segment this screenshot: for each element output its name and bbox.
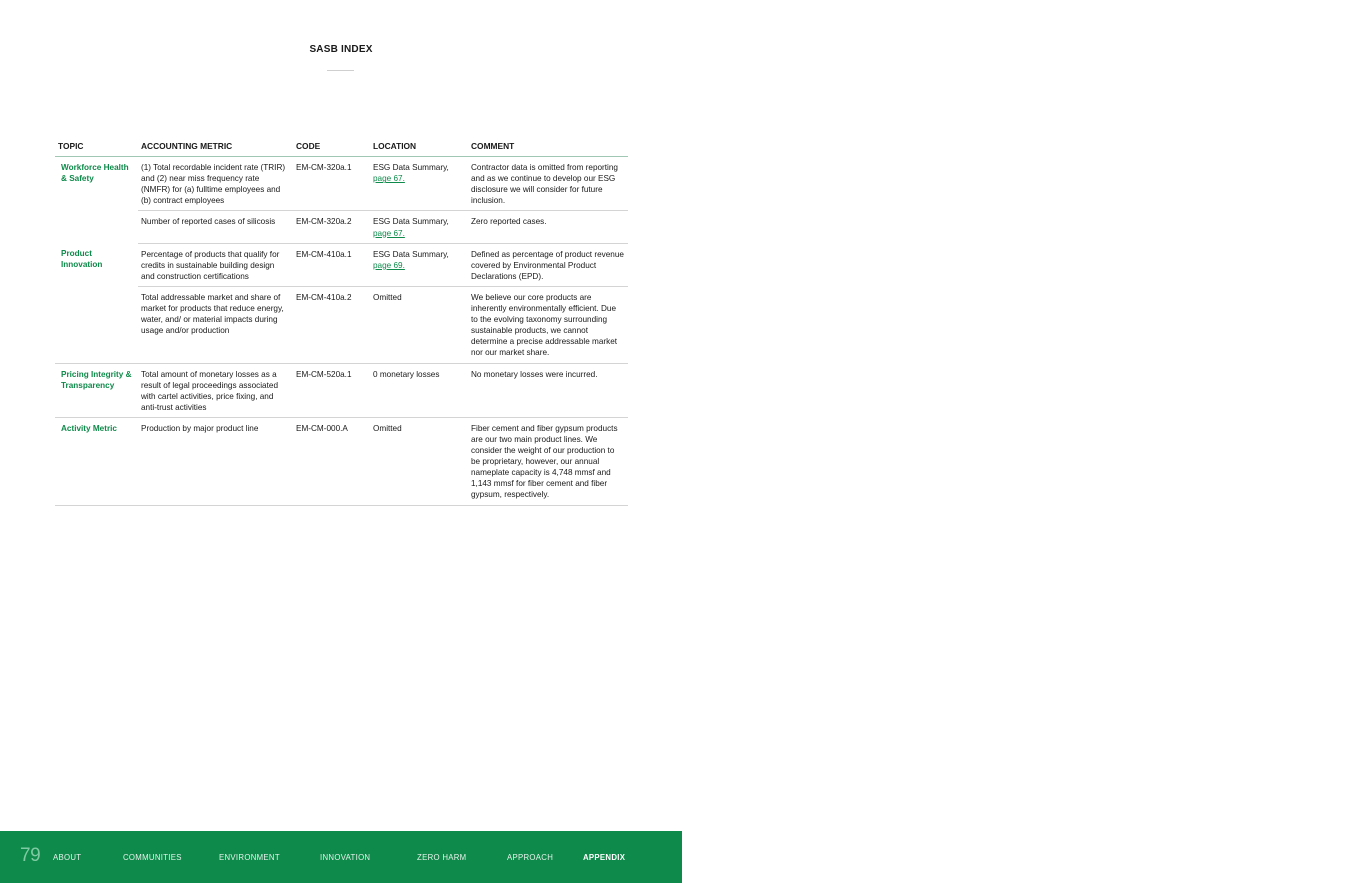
location-text: ESG Data Summary, — [373, 249, 449, 259]
location-cell: 0 monetary losses — [370, 363, 468, 417]
code-cell: EM-CM-410a.2 — [293, 286, 370, 363]
comment-cell: We believe our core products are inherently environmentally efficient. Due to the evolving taxonomy surrounding sustainable products, we cannot determine a precise addressable market nor our market share. — [468, 286, 628, 363]
column-header-location: LOCATION — [370, 141, 468, 157]
topic-cell: Workforce Health & Safety — [61, 163, 129, 184]
table-row — [55, 417, 628, 505]
comment-cell: Zero reported cases. — [468, 211, 628, 243]
metric-cell: Number of reported cases of silicosis — [138, 211, 293, 243]
table-row — [55, 243, 628, 286]
table-row — [55, 363, 628, 417]
footer-nav-bar — [0, 831, 682, 883]
title-divider — [327, 70, 354, 71]
nav-environment[interactable]: ENVIRONMENT — [219, 853, 280, 862]
location-cell — [370, 243, 468, 286]
column-header-accounting-metric: ACCOUNTING METRIC — [138, 141, 293, 157]
metric-cell: Production by major product line — [138, 417, 293, 505]
location-page-link[interactable]: page 67. — [373, 174, 405, 184]
code-cell: EM-CM-320a.1 — [293, 157, 370, 211]
nav-communities[interactable]: COMMUNITIES — [123, 853, 182, 862]
code-cell: EM-CM-320a.2 — [293, 211, 370, 243]
column-header-code: CODE — [293, 141, 370, 157]
nav-innovation[interactable]: INNOVATION — [320, 853, 371, 862]
metric-cell: Total amount of monetary losses as a result of legal proceedings associated with cartel activities, price fixing, and anti-trust activities — [138, 363, 293, 417]
table-row — [55, 157, 628, 211]
location-cell — [370, 211, 468, 243]
topic-cell: Pricing Integrity & Transparency — [55, 363, 138, 417]
nav-appendix[interactable]: APPENDIX — [583, 853, 626, 862]
location-cell — [370, 157, 468, 211]
sasb-index-table — [55, 141, 628, 506]
table-row — [55, 286, 628, 363]
metric-cell: Total addressable market and share of market for products that reduce energy, water, and/ or material impacts during usage and/or production — [138, 286, 293, 363]
column-header-topic: TOPIC — [55, 141, 138, 157]
topic-cell: Activity Metric — [55, 417, 138, 505]
nav-zero-harm[interactable]: ZERO HARM — [417, 853, 467, 862]
location-page-link[interactable]: page 69. — [373, 260, 405, 270]
comment-cell: Defined as percentage of product revenue covered by Environmental Product Declarations (EPD). — [468, 243, 628, 286]
code-cell: EM-CM-520a.1 — [293, 363, 370, 417]
metric-cell: (1) Total recordable incident rate (TRIR) and (2) near miss frequency rate (NMFR) for (a) fulltime employees and (b) contract employees — [138, 157, 293, 211]
table-row — [55, 211, 628, 243]
location-cell: Omitted — [370, 417, 468, 505]
comment-cell: No monetary losses were incurred. — [468, 363, 628, 417]
table-header-row — [55, 141, 628, 157]
comment-cell: Fiber cement and fiber gypsum products are our two main product lines. We consider the weight of our production to be proprietary, however, our annual nameplate capacity is 4,748 mmsf and 1,143 mmsf for fiber cement and fiber gypsum, respectively. — [468, 417, 628, 505]
column-header-comment: COMMENT — [468, 141, 628, 157]
location-page-link[interactable]: page 67. — [373, 228, 405, 238]
nav-approach[interactable]: APPROACH — [507, 853, 554, 862]
metric-cell: Percentage of products that qualify for credits in sustainable building design and construction certifications — [138, 243, 293, 286]
page-number: 79 — [20, 845, 41, 866]
comment-cell: Contractor data is omitted from reporting and as we continue to develop our ESG disclosure we will consider for future inclusion. — [468, 157, 628, 211]
location-text: ESG Data Summary, — [373, 217, 449, 227]
code-cell: EM-CM-000.A — [293, 417, 370, 505]
location-text: ESG Data Summary, — [373, 163, 449, 173]
topic-cell: Product Innovation — [55, 243, 138, 363]
nav-about[interactable]: ABOUT — [53, 853, 82, 862]
location-cell: Omitted — [370, 286, 468, 363]
page-title: SASB INDEX — [309, 44, 373, 55]
code-cell: EM-CM-410a.1 — [293, 243, 370, 286]
